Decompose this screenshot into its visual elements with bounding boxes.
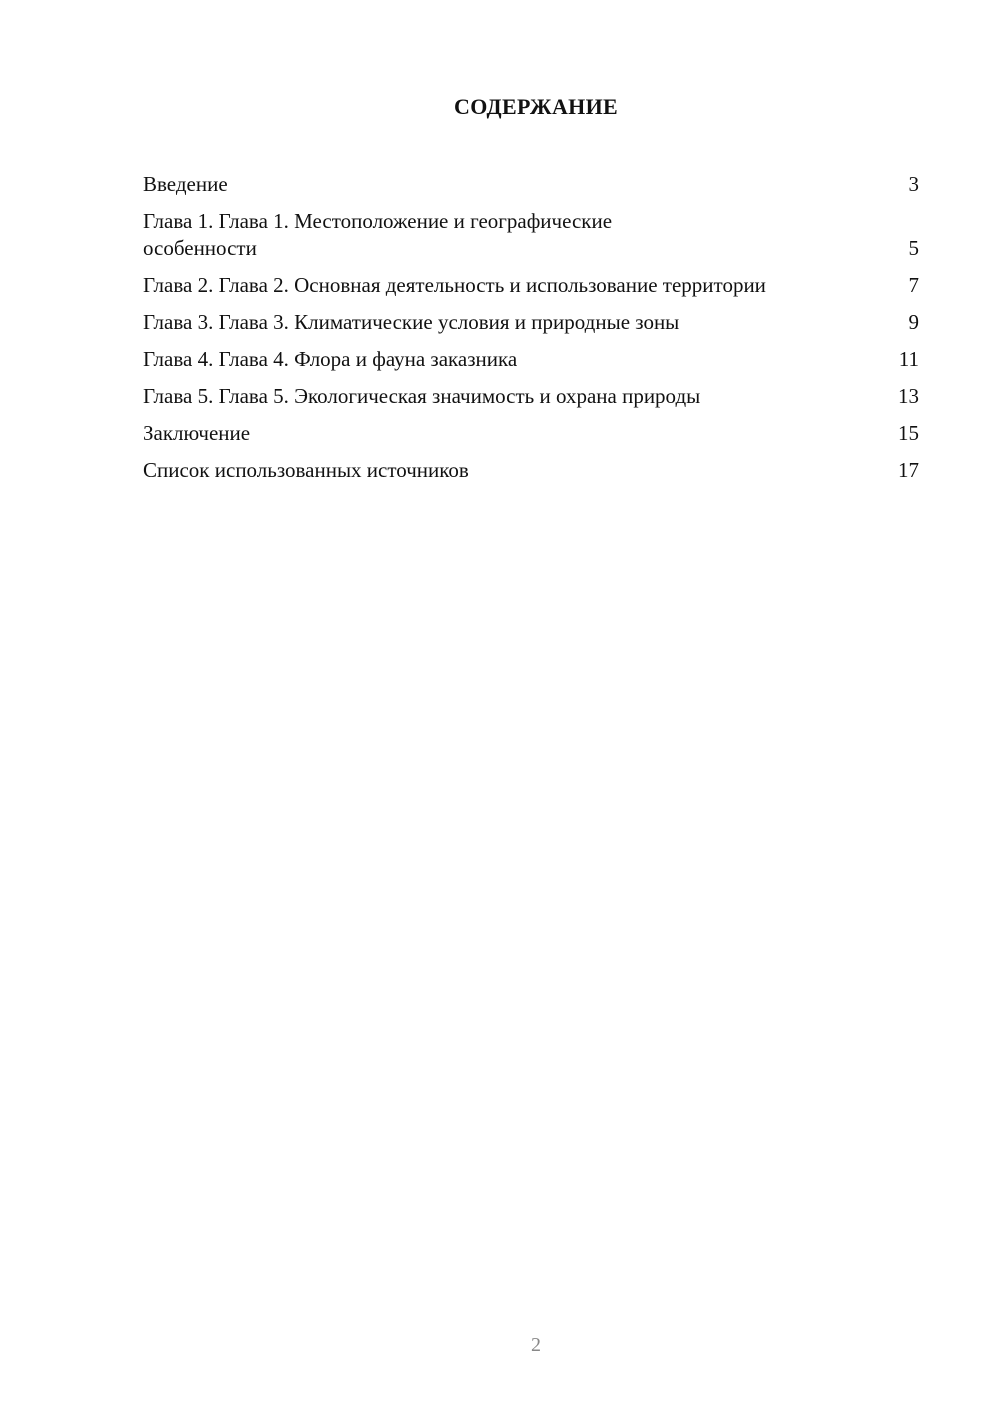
toc-item-chapter-2 bbox=[143, 272, 919, 299]
toc-item-label: Глава 4. Глава 4. Флора и фауна заказника bbox=[143, 347, 518, 371]
toc-item-page: 7 bbox=[908, 273, 919, 297]
page-title: СОДЕРЖАНИЕ bbox=[454, 94, 618, 119]
toc-item-page: 5 bbox=[908, 236, 919, 260]
toc-item-page: 11 bbox=[898, 347, 919, 371]
toc-item-label: Список использованных источников bbox=[143, 458, 469, 482]
toc-item-chapter-3 bbox=[143, 309, 919, 336]
toc-item-references bbox=[143, 457, 919, 484]
toc-item-label: Заключение bbox=[143, 421, 251, 445]
toc-item-chapter-5 bbox=[143, 383, 919, 410]
toc-item-label: Глава 5. Глава 5. Экологическая значимость и охрана природы bbox=[143, 384, 701, 408]
toc-item-label: Введение bbox=[143, 172, 228, 196]
page-number: 2 bbox=[531, 1334, 541, 1356]
table-of-contents bbox=[143, 171, 919, 494]
toc-item-conclusion bbox=[143, 420, 919, 447]
toc-item-chapter-4 bbox=[143, 346, 919, 373]
toc-item-page: 13 bbox=[898, 384, 919, 408]
toc-item-chapter-1 bbox=[143, 208, 919, 262]
toc-item-label: Глава 1. Глава 1. Местоположение и географические особенности bbox=[143, 209, 613, 260]
toc-item-label: Глава 2. Глава 2. Основная деятельность и использование территории bbox=[143, 273, 766, 297]
toc-item-page: 15 bbox=[898, 421, 919, 445]
toc-item-page: 9 bbox=[908, 310, 919, 334]
toc-item-introduction bbox=[143, 171, 919, 198]
toc-item-page: 17 bbox=[898, 458, 919, 482]
toc-item-label: Глава 3. Глава 3. Климатические условия и природные зоны bbox=[143, 310, 680, 334]
toc-item-page: 3 bbox=[908, 172, 919, 196]
